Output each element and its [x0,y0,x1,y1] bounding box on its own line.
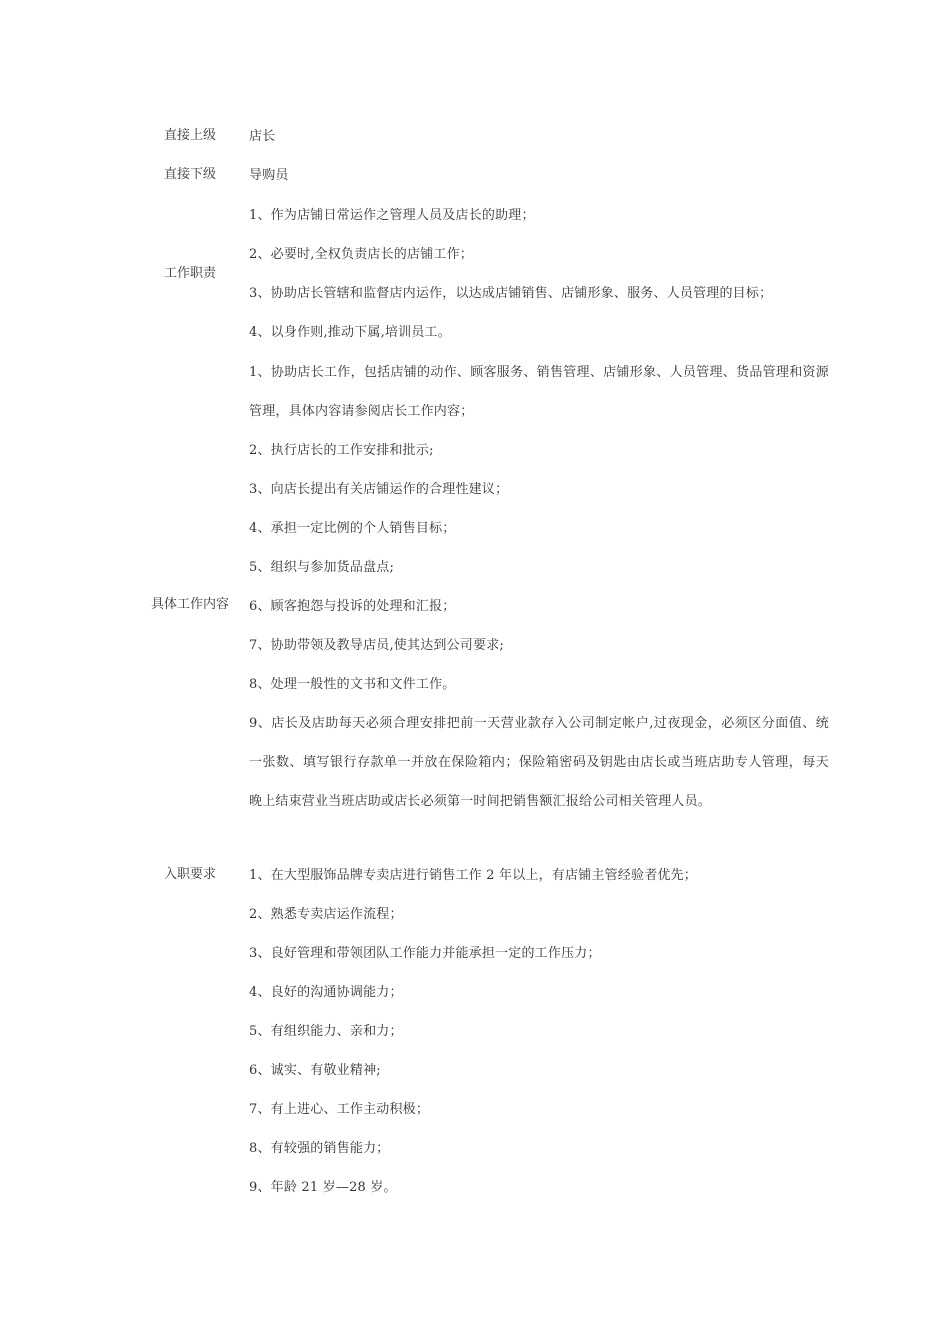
duty-item: 2、必要时,全权负责店长的店铺工作； [249,247,474,262]
label-direct-superior: 直接上级 [163,128,216,143]
duty-item: 3、协助店长管辖和监督店内运作，以达成店铺销售、店铺形象、服务、人员管理的目标； [249,286,773,301]
requirement-item: 6、诚实、有敬业精神; [249,1063,381,1078]
duty-item: 1、作为店铺日常运作之管理人员及店长的助理； [249,208,535,223]
requirement-item: 1、在大型服饰品牌专卖店进行销售工作 2 年以上，有店铺主管经验者优先； [249,868,698,883]
label-work-content: 具体工作内容 [150,597,229,612]
subordinate-value: 导购员 [249,168,289,183]
work-content-item: 9、店长及店助每天必须合理安排把前一天营业款存入公司制定帐户,过夜现金，必须区分面值、统一张数、填写银行存款单一并放在保险箱内；保险箱密码及钥匙由店长或当班店助专人管理，每天晚上结束营业当班店助或店长必须第一时间把销售额汇报给公司相关管理人员。 [249,716,829,809]
work-content-item: 7、协助带领及教导店员,使其达到公司要求; [249,638,504,653]
requirement-item: 2、熟悉专卖店运作流程； [249,907,403,922]
work-content-item: 1、协助店长工作，包括店铺的动作、顾客服务、销售管理、店铺形象、人员管理、货品管理和资源管理，具体内容请参阅店长工作内容； [249,365,829,419]
content-direct-superior [249,117,829,156]
work-content-item: 4、承担一定比例的个人销售目标； [249,521,456,536]
requirement-item: 5、有组织能力、亲和力； [249,1024,403,1039]
requirement-item: 9、年龄 21 岁—28 岁。 [249,1180,397,1195]
requirement-item: 4、良好的沟通协调能力； [249,985,403,1000]
work-content-item: 2、执行店长的工作安排和批示; [249,443,434,458]
content-requirements [249,856,829,1207]
work-content-item: 5、组织与参加货品盘点; [249,560,395,575]
label-duties: 工作职责 [163,266,216,281]
label-requirements: 入职要求 [163,867,216,882]
superior-value: 店长 [249,129,276,144]
requirement-item: 3、良好管理和带领团队工作能力并能承担一定的工作压力； [249,946,601,961]
content-direct-subordinate [249,156,829,195]
content-work-content [249,353,829,821]
work-content-item: 6、顾客抱怨与投诉的处理和汇报； [249,599,456,614]
work-content-item: 8、处理一般性的文书和文件工作。 [249,677,456,692]
requirement-item: 8、有较强的销售能力； [249,1141,390,1156]
content-duties [249,196,829,352]
duty-item: 4、以身作则,推动下属,培训员工。 [249,325,451,340]
requirement-item: 7、有上进心、工作主动积极； [249,1102,430,1117]
label-direct-subordinate: 直接下级 [163,167,216,182]
work-content-item: 3、向店长提出有关店铺运作的合理性建议； [249,482,509,497]
